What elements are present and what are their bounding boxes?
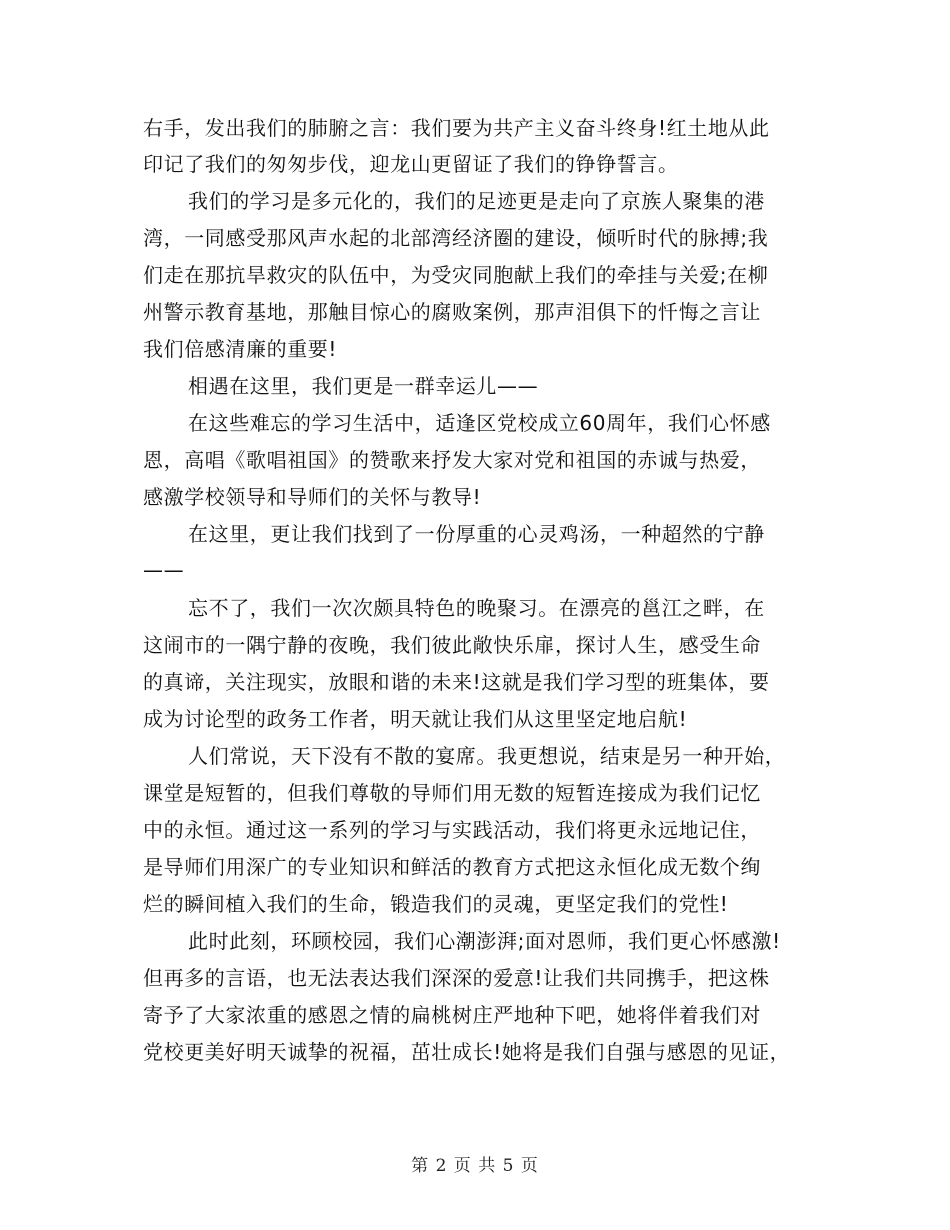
text-line: 恩，高唱《歌唱祖国》的赞歌来抒发大家对党和祖国的赤诚与热爱， <box>143 448 761 472</box>
text-line: 印记了我们的匆匆步伐，迎龙山更留证了我们的铮铮誓言。 <box>143 152 679 176</box>
text-line: 在这些难忘的学习生活中，适逢区党校成立60周年，我们心怀感 <box>188 411 771 435</box>
text-line: 课堂是短暂的，但我们尊敬的导师们用无数的短暂连接成为我们记忆 <box>143 781 761 805</box>
text-line: 党校更美好明天诚挚的祝福，茁壮成长!她将是我们自强与感恩的见证， <box>143 1040 791 1064</box>
text-line: 我们倍感清廉的重要! <box>143 337 338 361</box>
text-line: 成为讨论型的政务工作者，明天就让我们从这里坚定地启航! <box>143 707 688 731</box>
text-line: 湾，一同感受那风声水起的北部湾经济圈的建设，倾听时代的脉搏;我 <box>143 226 769 250</box>
text-line: 寄予了大家浓重的感恩之情的扁桃树庄严地种下吧，她将伴着我们对 <box>143 1003 761 1027</box>
text-line: 相遇在这里，我们更是一群幸运儿—— <box>188 374 539 398</box>
page-number-footer: 第 2 页 共 5 页 <box>411 1156 539 1176</box>
text-line: 这闹市的一隅宁静的夜晚，我们彼此敞快乐扉，探讨人生，感受生命 <box>143 633 761 657</box>
text-line: 人们常说，天下没有不散的宴席。我更想说，结束是另一种开始， <box>188 744 786 768</box>
text-line: 烂的瞬间植入我们的生命，锻造我们的灵魂，更坚定我们的党性! <box>143 892 729 916</box>
text-line: 中的永恒。通过这一系列的学习与实践活动，我们将更永远地记住， <box>143 818 761 842</box>
text-line: 们走在那抗旱救灾的队伍中，为受灾同胞献上我们的牵挂与关爱;在柳 <box>143 263 769 287</box>
text-line: 但再多的言语，也无法表达我们深深的爱意!让我们共同携手，把这株 <box>143 966 770 990</box>
text-line: 此时此刻，环顾校园，我们心潮澎湃;面对恩师，我们更心怀感激! <box>188 929 781 953</box>
text-line: 右手，发出我们的肺腑之言：我们要为共产主义奋斗终身!红土地从此 <box>143 116 770 140</box>
text-line: 忘不了，我们一次次颇具特色的晚聚习。在漂亮的邕江之畔，在 <box>188 596 765 620</box>
text-line: 感激学校领导和导师们的关怀与教导! <box>143 485 482 509</box>
text-line: 是导师们用深广的专业知识和鲜活的教育方式把这永恒化成无数个绚 <box>143 855 761 879</box>
text-line: 的真谛，关注现实，放眼和谐的未来!这就是我们学习型的班集体，要 <box>143 670 770 694</box>
text-line: 在这里，更让我们找到了一份厚重的心灵鸡汤，一种超然的宁静 <box>188 522 765 546</box>
text-line: 州警示教育基地，那触目惊心的腐败案例，那声泪俱下的忏悔之言让 <box>143 300 761 324</box>
text-line: 我们的学习是多元化的，我们的足迹更是走向了京族人聚集的港 <box>188 189 765 213</box>
text-line: —— <box>143 558 185 582</box>
